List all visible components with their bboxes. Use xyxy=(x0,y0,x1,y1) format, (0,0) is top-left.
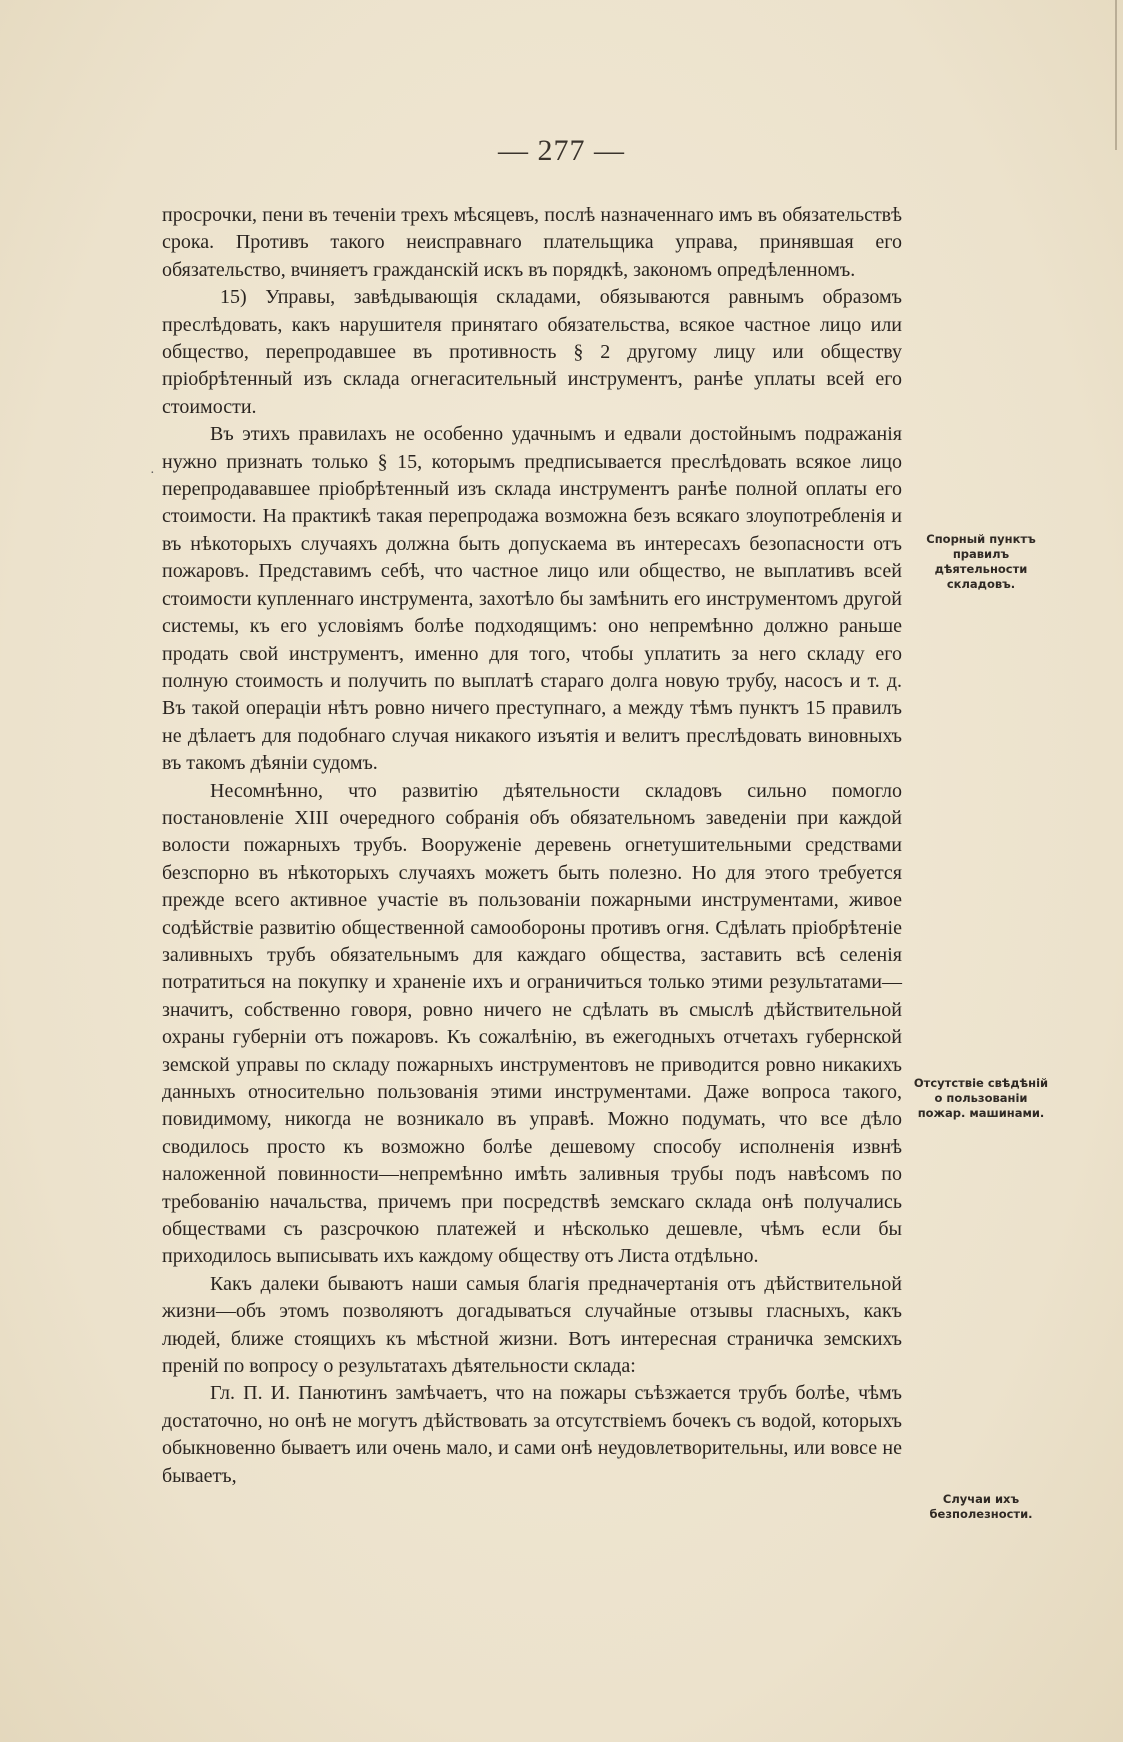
paragraph-panyutin: Гл. П. И. Панютинъ замѣчаетъ, что на пожары съѣзжается трубъ болѣе, чѣмъ достаточно, но онѣ не могутъ дѣйствовать за отсутствіемъ бочекъ съ водой, которыхъ обыкновенно бываетъ или очень мало, и сами онѣ неудовлетворительны, или вовсе не бываетъ, xyxy=(162,1382,902,1487)
paragraph-critique: Въ этихъ правилахъ не особенно удачнымъ и едвали достойнымъ подражанія нужно признать только § 15, которымъ предписывается преслѣдовать всякое лицо перепродававшее пріобрѣтенный изъ склада инструментъ ранѣе полной оплаты его стоимости. На практикѣ такая перепродажа возможна безъ всякаго злоупотребленія и въ нѣкоторыхъ случаяхъ должна быть допускаема въ интересахъ безопасности отъ пожаровъ. Представимъ себѣ, что частное лицо или общество, не выплативъ всей стоимости купленнаго инструмента, захотѣло бы замѣнить его инструментомъ другой системы, къ его условіямъ болѣе подходящимъ: оно непремѣнно должно раньше продать свой инструментъ, именно для того, чтобы уплатить за него складу его полную стоимость и получить по выплатѣ стараго долга новую трубу, насосъ и т. д. Въ такой операціи нѣтъ ровно ничего преступнаго, а между тѣмъ пунктъ 15 правилъ не дѣлаетъ для подобнаго случая никакого изъятія и велитъ преслѣдовать виновныхъ въ такомъ дѣяніи судомъ. xyxy=(162,423,902,775)
paragraph-warehouse-development: Несомнѣнно, что развитію дѣятельности складовъ сильно помогло постановленіе XIII очередного собранія объ обязательномъ заведеніи при каждой волости пожарныхъ трубъ. Вооруженіе деревень огнетушительными средствами безспорно въ нѣкоторыхъ случаяхъ можетъ быть полезно. Но для этого требуется прежде всего активное участіе въ пользованіи пожарными инструментами, живое содѣйствіе развитію общественной самообороны противъ огня. Сдѣлать пріобрѣтеніе заливныхъ трубъ обязательнымъ для каждаго общества, заставить всѣ селенія потратиться на покупку и храненіе ихъ и ограничиться только этими результатами—значитъ, собственно говоря, ровно ничего не сдѣлать въ смыслѣ дѣйствительной охраны губерніи отъ пожаровъ. Къ сожалѣнію, въ ежегодныхъ отчетахъ губернской земской управы по складу пожарныхъ инструментовъ не приводится ровно никакихъ данныхъ относительно пользованія этими инструментами. Даже вопроса такого, повидимому, никогда не возникало въ управѣ. Можно подумать, что все дѣло сводилось просто къ возможно болѣе дешевому способу исполненія извнѣ наложенной повинности—непремѣнно имѣть заливныя трубы подъ навѣсомъ по требованію начальства, причемъ при посредствѣ земскаго склада онѣ получались обществами съ разсрочкою платежей и нѣсколько дешевле, чѣмъ если бы приходилось выписывать ихъ каждому обществу отъ Листа отдѣльно. xyxy=(162,779,902,1268)
page-number: — 277 — xyxy=(498,134,625,167)
margin-note-disputed-rule: Спорный пунктъ правилъ дѣятельности складовъ. xyxy=(926,532,1036,591)
paragraph-debates-intro: Какъ далеки бываютъ наши самыя благія предначертанія отъ дѣйствительной жизни—объ этомъ позволяютъ догадываться случайные отзывы гласныхъ, какъ людей, ближе стоящихъ къ мѣстной жизни. Вотъ интересная страничка земскихъ преній по вопросу о результатахъ дѣятельности склада: xyxy=(162,1272,902,1378)
paragraph-rule-15: 15) Управы, завѣдывающія складами, обязываются равнымъ образомъ преслѣдовать, какъ нарушителя принятаго обязательства, всякое частное лицо или общество, перепродавшее въ противность § 2 другому лицу или обществу пріобрѣтенный изъ склада огнегасительный инструментъ, ранѣе уплаты всей его стоимости. xyxy=(162,286,902,418)
margin-note-uselessness: Случаи ихъ безполезности. xyxy=(929,1492,1033,1521)
main-text-column xyxy=(162,202,902,1490)
page-edge-line xyxy=(1115,0,1117,150)
paragraph-continuation: просрочки, пени въ теченіи трехъ мѣсяцевъ, послѣ назначеннаго имъ въ обязательствѣ срока. Противъ такого неисправнаго плательщика управа, принявшая его обязательство, вчиняетъ гражданскій искъ въ порядкѣ, закономъ опредѣленномъ. xyxy=(162,204,902,281)
margin-note-missing-data: Отсутствіе свѣдѣній о пользованіи пожар. машинами. xyxy=(913,1076,1049,1120)
stray-dot-mark: · xyxy=(150,466,155,481)
